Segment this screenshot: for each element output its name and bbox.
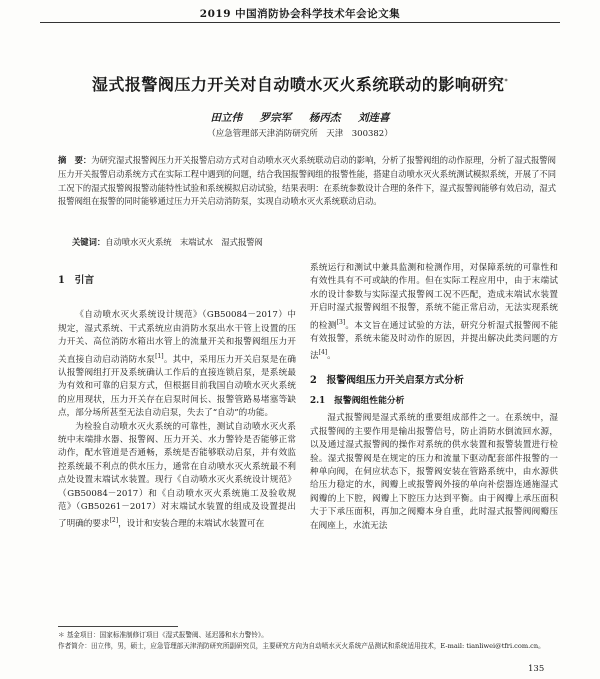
body-paragraph: 湿式报警阀是湿式系统的重要组成部件之一。在系统中，湿式报警阀的主要作用是输出报警信号，防止消防水倒流回水源，以及通过湿式报警阀的操作对系统的供水装置和报警装置进行检验。湿式报警阀是在规定的压力和流量下驱动配套部件报警的一种单向阀，在伺应状态下，报警阀安装在管路系统中，由水源供给压力稳定的水，阀瓣上或报警阀外接的单向补偿器连通施湿式阀瓣的上下腔，阀瓣上下腔压力达到平衡。由于阀瓣上承压面积大于下承压面积，再加之阀瓣本身自重，此时湿式报警阀阀瓣压在阀座上，水流无法 [310, 413, 558, 531]
abstract-label: 摘 要： [58, 155, 92, 165]
abstract [58, 154, 556, 209]
citation: [4] [318, 349, 328, 357]
title-text: 湿式报警阀压力开关对自动喷水灭火系统联动的影响研究 [91, 75, 505, 94]
author: 田立伟 [210, 112, 243, 124]
left-column [58, 274, 296, 532]
footnote-funding: ＊ 基金项目：国家标准制修订项目《湿式报警阀、延迟器和水力警铃》。 [58, 631, 268, 639]
section-2-heading: 2 报警阀组压力开关启泵方式分析 [310, 374, 464, 386]
page-number: 135 [528, 664, 545, 674]
footnote-author-bio: 作者简介：田立伟，男，硕士，应急管理部天津消防研究所副研究员，主要研究方向为自动喷水灭火系统产品测试和系统适用技术，E-mail: tianliwei@tfri.com.cn。 [58, 642, 545, 650]
footnote [58, 630, 558, 652]
section-1-heading: 1 引言 [58, 275, 95, 286]
body-paragraph: 系统运行和测试中兼具监测和检测作用，对保障系统的可靠性和有效性具有不可或缺的作用。但在实际工程应用中，由于末端试水的设计参数与实际湿式报警阀工况不匹配，造成末端试水装置开启时湿式报警阀组不报警，系统不能正常启动，无法实现系统的检测[3]。本文旨在通过试验的方法，研究分析湿式报警阀不能有效报警，系统未能及时动作的原因，并提出解决此类问题的方法[4]。 [310, 263, 558, 362]
citation: [1] [155, 352, 164, 360]
header-rule [40, 22, 560, 23]
body-paragraph: 为检验自动喷水灭火系统的可靠性，测试自动喷水灭火系统中末端排水器、报警阀、压力开关、水力警铃是否能够正常动作，配水管道是否通畅，系统是否能够联动启泵，并有效监控系统最不利点的供水压力，通常在自动喷水灭火系统最不利点处设置末端试水装置。现行《自动喷水灭火系统设计规范》（GB50084－2017）和《自动喷水灭火系统施工及验收规范》（GB50261－2017）对末端试水装置的组成及设置提出了明确的要求[2]，设计和安装合理的末端试水装置可在 [58, 421, 296, 530]
keywords [72, 236, 556, 250]
keywords-label: 关键词： [72, 237, 106, 247]
author: 罗宗军 [259, 112, 292, 124]
footnote-rule [58, 626, 178, 627]
right-column [310, 262, 558, 533]
citation: [3] [336, 318, 346, 326]
running-header: 2019 中国消防协会科学技术年会论文集 [199, 8, 401, 20]
author-list [0, 110, 600, 125]
section-2-1-heading: 2.1 报警阀组性能分析 [310, 395, 405, 406]
citation: [2] [109, 517, 119, 525]
paper-title [0, 72, 600, 95]
author: 杨丙杰 [308, 112, 341, 124]
title-footnote-mark: * [504, 78, 509, 86]
keywords-text: 自动喷水灭火系统 末端试水 湿式报警阀 [105, 237, 263, 247]
body-paragraph: 《自动喷水灭火系统设计规范》（GB50084－2017）中规定，湿式系统、干式系统应由消防水泵出水干管上设置的压力开关、高位消防水箱出水管上的流量开关和报警阀组压力开关直接自动启动消防水泵[1]。其中，采用压力开关启泵是在确认报警阀组打开及系统确认工作后的直接连锁启泵，是系统最为有效和可靠的启泵方式，但根据目前我国自动喷水灭火系统的应用现状，压力开关存在启泵时间长、报警管路易堵塞等缺点，部分场所甚至无法自动启泵，失去了“自动”的功能。 [58, 310, 296, 419]
author: 刘连喜 [357, 112, 390, 124]
abstract-text: 为研究湿式报警阀压力开关报警启动方式对自动喷水灭火系统联动启动的影响，分析了报警阀组的动作原理，分析了湿式报警阀压力开关报警启动系统方式在实际工程中遇到的问题，结合我国报警阀组的报警性能，搭建自动喷水灭火系统测试模拟系统，开展了不同工况下的湿式报警阀报警动能特性试验和系统模拟启动试验，结果表明：在系统参数设计合理的条件下，湿式报警阀能够有效启动，湿式报警阀组在报警的同时能够通过压力开关启动消防泵，实现自动喷水灭火系统联动启动。 [58, 155, 556, 207]
affiliation: （应急管理部天津消防研究所 天津 300382） [207, 129, 393, 139]
